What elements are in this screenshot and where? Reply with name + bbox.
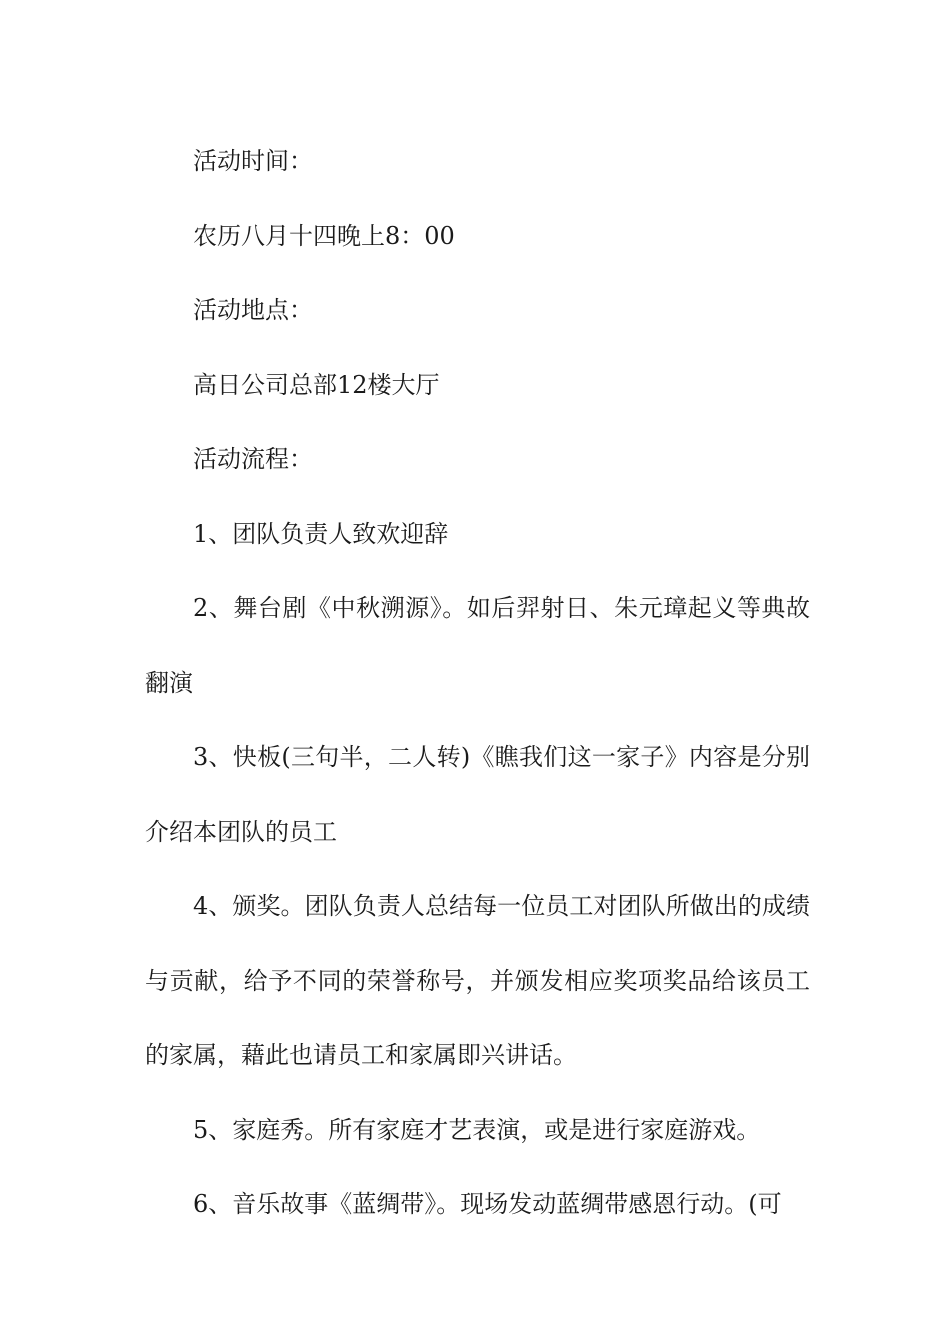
paragraph-activity-process-label: 活动流程： xyxy=(193,445,313,473)
paragraph-step-5: 5、家庭秀。所有家庭才艺表演，或是进行家庭游戏。 xyxy=(193,1115,761,1144)
paragraph-step-3: 3、快板(三句半，二人转)《瞧我们这一家子》内容是分别介绍本团队的员工 xyxy=(145,743,810,846)
paragraph-step-6: 6、音乐故事《蓝绸带》。现场发动蓝绸带感恩行动。(可 xyxy=(193,1190,782,1218)
document-body xyxy=(145,124,810,1242)
paragraph-step-4: 4、颁奖。团队负责人总结每一位员工对团队所做出的成绩与贡献，给予不同的荣誉称号，并颁发相应奖项奖品给该员工的家属，藉此也请员工和家属即兴讲话。 xyxy=(145,892,810,1069)
paragraph-step-2: 2、舞台剧《中秋溯源》。如后羿射日、朱元璋起义等典故翻演 xyxy=(145,594,810,697)
paragraph-activity-time-value: 农历八月十四晚上8：00 xyxy=(193,221,455,250)
paragraph-activity-location-label: 活动地点： xyxy=(193,296,313,324)
paragraph-activity-time-label: 活动时间： xyxy=(193,147,313,175)
paragraph-step-1: 1、团队负责人致欢迎辞 xyxy=(193,519,449,548)
paragraph-activity-location-value: 高日公司总部12楼大厅 xyxy=(193,370,440,399)
